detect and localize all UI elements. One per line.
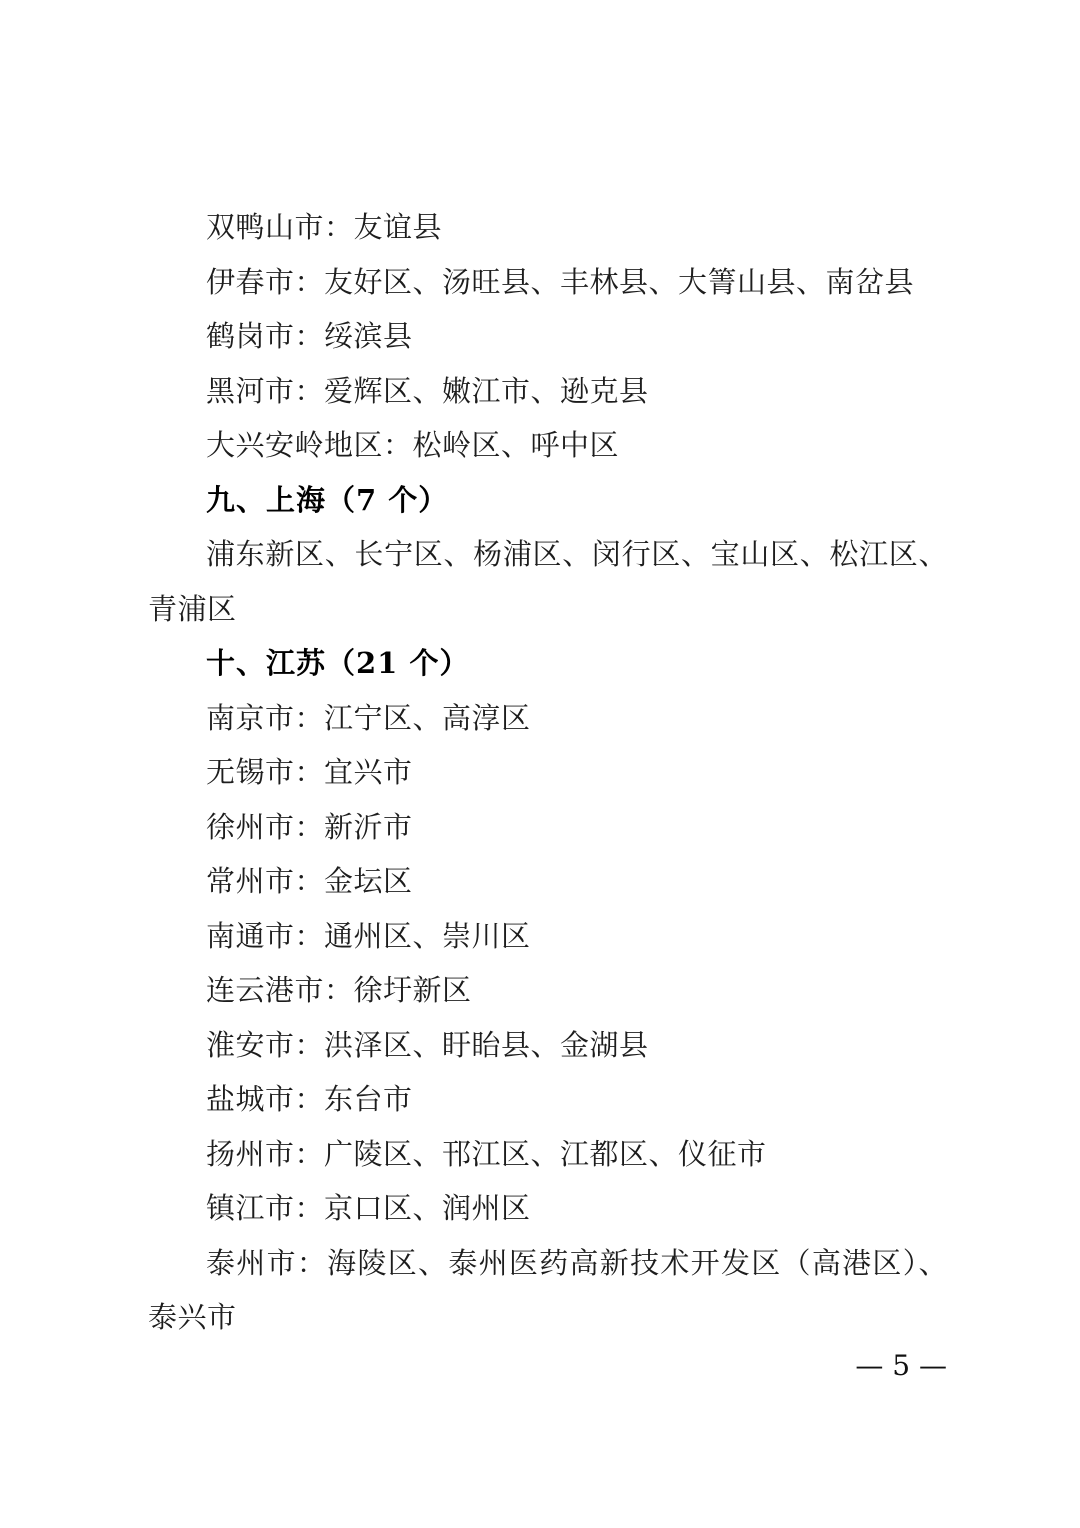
paragraph-nanjing: 南京市：江宁区、高淳区 xyxy=(206,700,531,735)
paragraph-daxinganling: 大兴安岭地区：松岭区、呼中区 xyxy=(206,428,620,462)
paragraph-huaian: 淮安市：洪泽区、盱眙县、金湖县 xyxy=(206,1027,649,1062)
document-text-block xyxy=(148,200,948,1345)
paragraph-nantong: 南通市：通州区、崇川区 xyxy=(206,918,531,953)
paragraph-yancheng: 盐城市：东台市 xyxy=(206,1082,413,1116)
paragraph-shuangyashan: 双鸭山市：友谊县 xyxy=(206,210,443,244)
paragraph-yichun: 伊春市：友好区、汤旺县、丰林县、大箐山县、南岔县 xyxy=(206,264,915,299)
paragraph-shanghai-districts: 浦东新区、长宁区、杨浦区、闵行区、宝山区、松江区、青浦区 xyxy=(148,537,948,626)
paragraph-changzhou: 常州市：金坛区 xyxy=(206,864,413,898)
paragraph-yangzhou: 扬州市：广陵区、邗江区、江都区、仪征市 xyxy=(206,1136,767,1171)
paragraph-hegang: 鹤岗市：绥滨县 xyxy=(206,319,413,353)
page-number: — 5 — xyxy=(855,1349,947,1382)
section-heading-jiangsu: 十、江苏（21 个） xyxy=(206,646,470,680)
paragraph-taizhou: 泰州市：海陵区、泰州医药高新技术开发区（高港区）、泰兴市 xyxy=(148,1245,948,1334)
paragraph-zhenjiang: 镇江市：京口区、润州区 xyxy=(206,1191,531,1225)
paragraph-wuxi: 无锡市：宜兴市 xyxy=(206,755,413,789)
paragraph-heihe: 黑河市：爱辉区、嫩江市、逊克县 xyxy=(206,373,649,408)
paragraph-xuzhou: 徐州市：新沂市 xyxy=(206,809,413,844)
section-heading-shanghai: 九、上海（7 个） xyxy=(206,482,449,517)
paragraph-lianyungang: 连云港市：徐圩新区 xyxy=(206,973,472,1007)
